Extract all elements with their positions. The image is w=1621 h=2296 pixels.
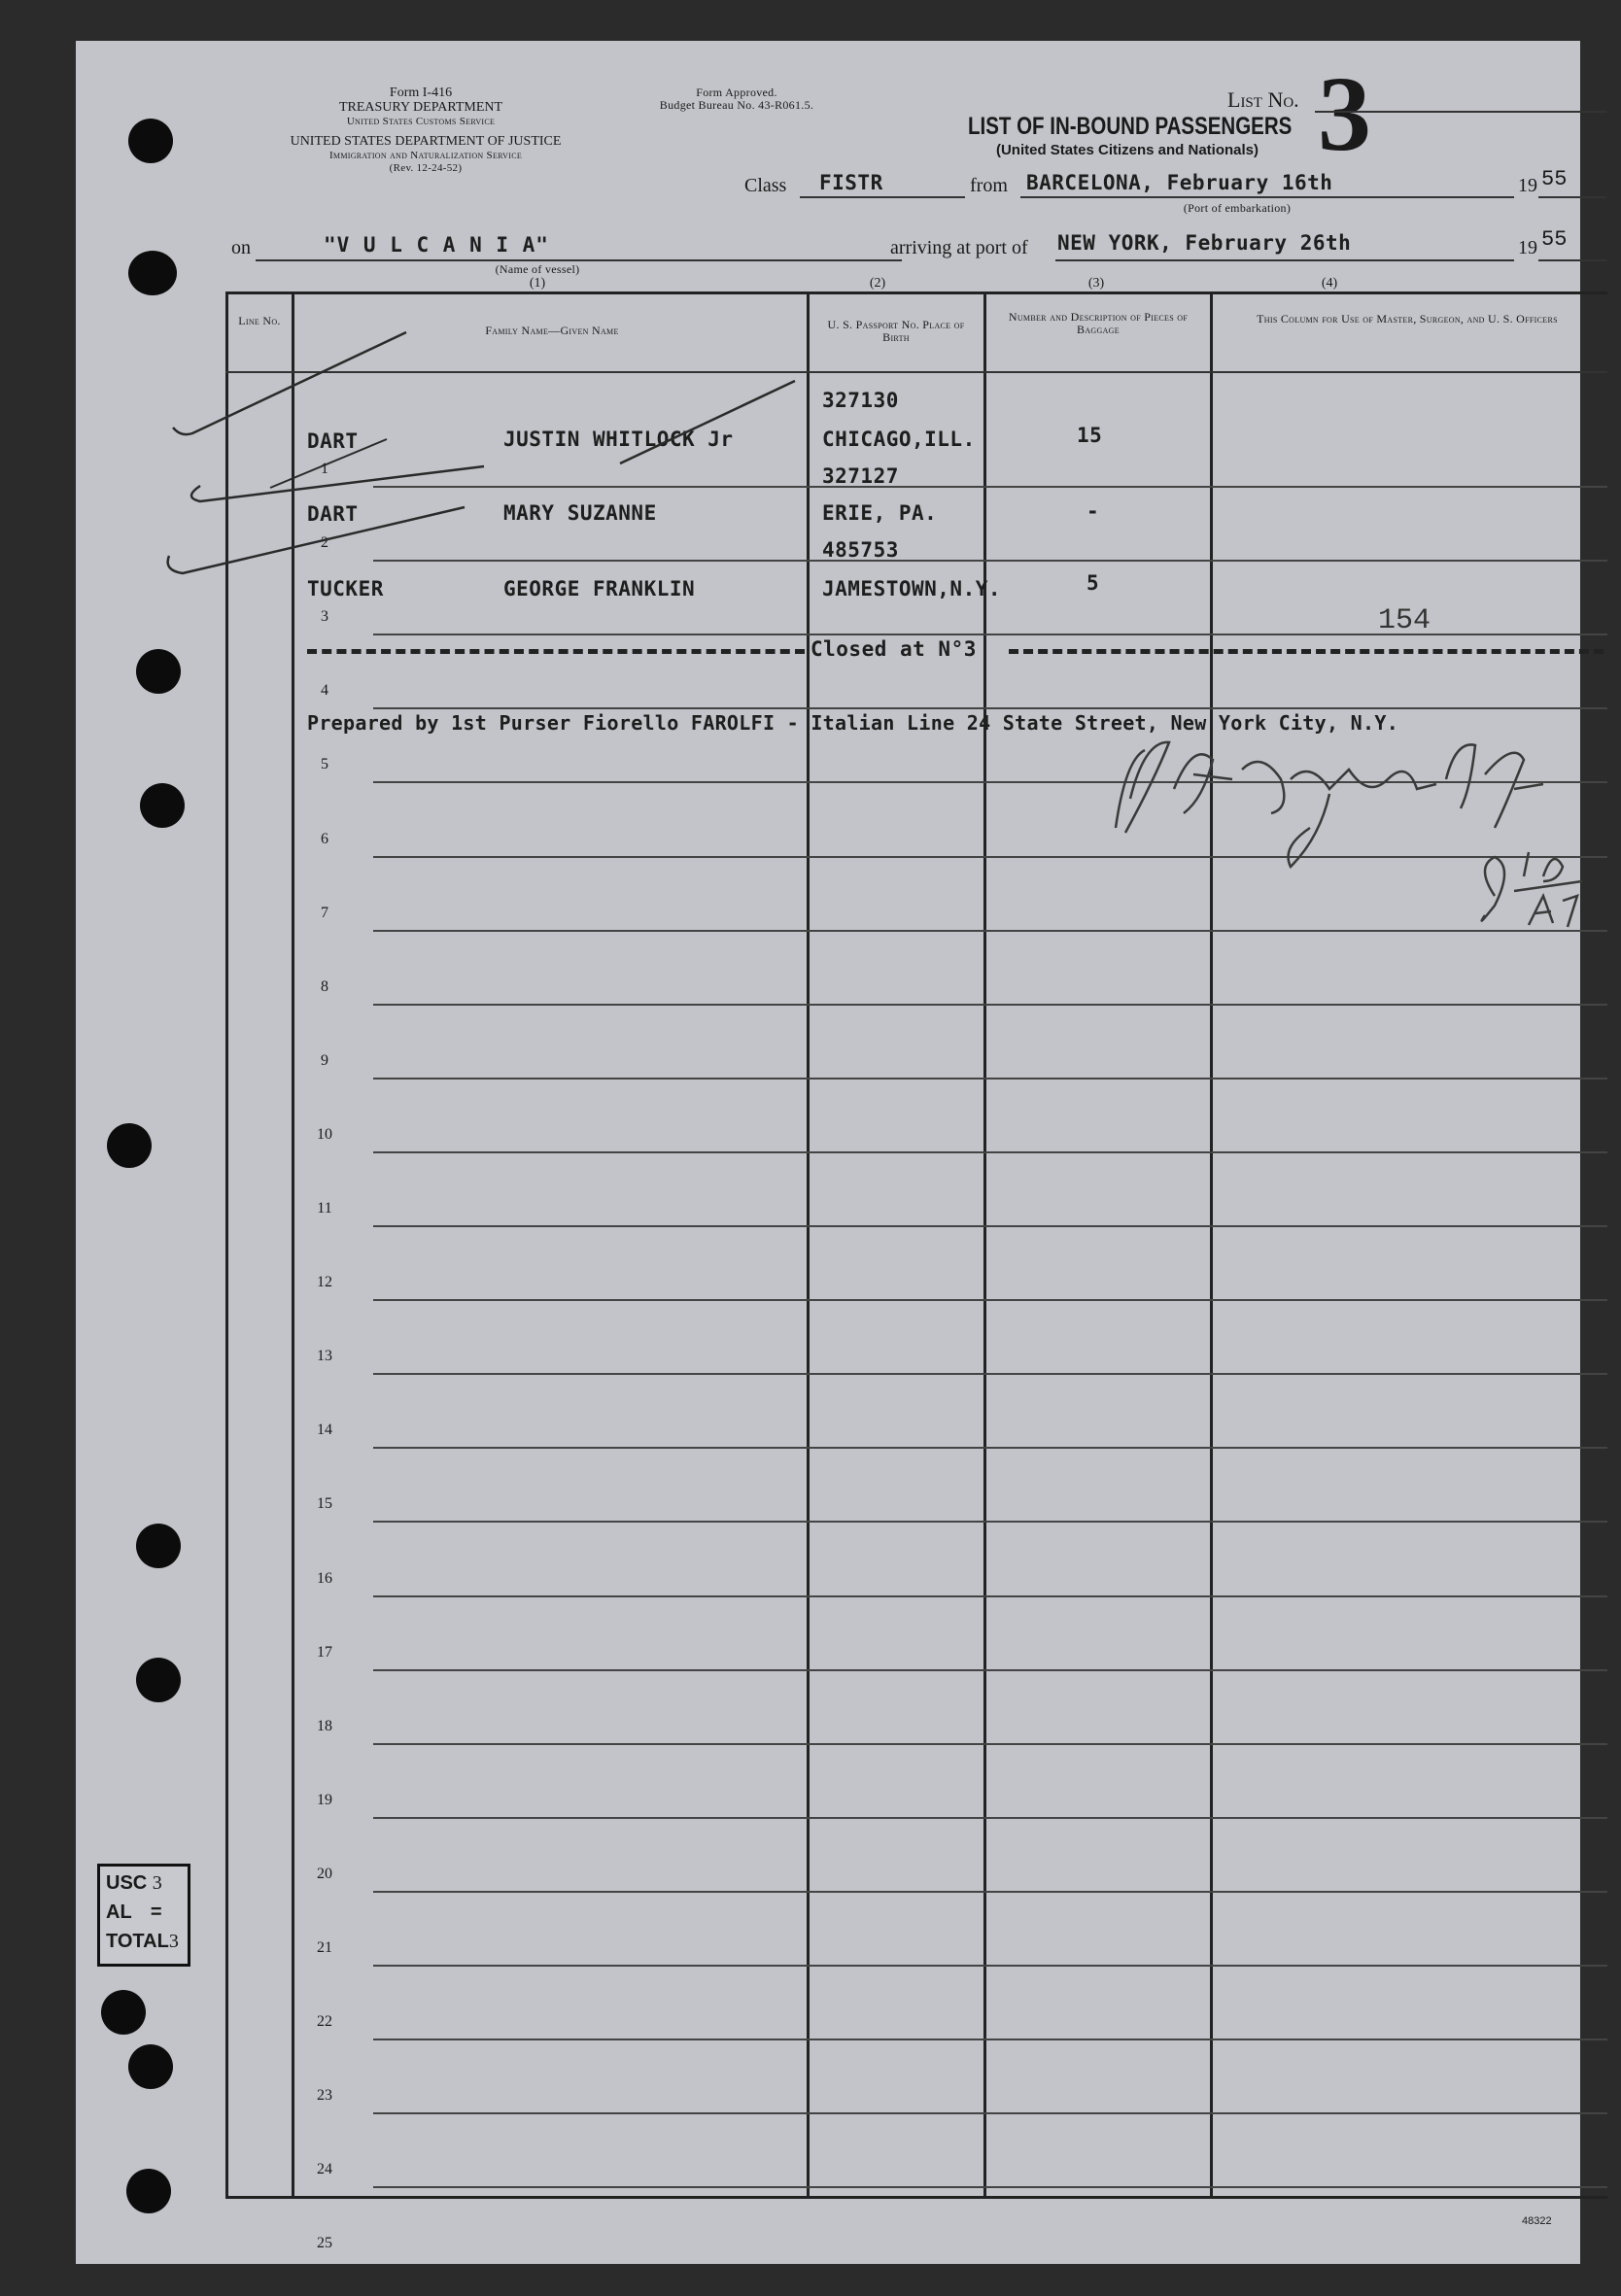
passenger-baggage: -	[1086, 499, 1100, 523]
from-value: BARCELONA, February 16th	[1026, 171, 1333, 194]
tally-usc-value: 3	[152, 1872, 162, 1894]
col-header-line-no: Line No.	[238, 314, 281, 327]
arrival-value: NEW YORK, February 26th	[1057, 231, 1352, 255]
row-rule	[373, 1225, 1607, 1227]
immigration-label: Immigration and Naturalization Service	[328, 150, 523, 161]
row-rule	[373, 1817, 1607, 1819]
col-number-4: (4)	[1321, 276, 1338, 291]
row-rule	[373, 1521, 1607, 1523]
on-label: on	[231, 237, 251, 258]
row-rule	[373, 1965, 1607, 1967]
line-number: 6	[321, 830, 328, 847]
passenger-family: TUCKER	[307, 577, 384, 600]
from-year-prefix: 19	[1518, 175, 1537, 196]
line-number: 15	[317, 1495, 332, 1513]
manifest-sheet	[76, 41, 1580, 2264]
row-rule	[373, 1151, 1607, 1153]
port-caption: (Port of embarkation)	[1183, 201, 1292, 215]
passenger-birthplace: CHICAGO,ILL.	[822, 428, 976, 451]
row-rule	[373, 1004, 1607, 1006]
line-number: 14	[317, 1422, 332, 1439]
binder-hole	[128, 119, 173, 163]
binder-hole	[136, 1658, 181, 1702]
line-number: 12	[317, 1274, 332, 1291]
row-rule	[373, 2186, 1607, 2188]
row-rule	[373, 1891, 1607, 1893]
stamp-number: 154	[1378, 604, 1431, 637]
tally-al-label: AL	[106, 1902, 132, 1923]
row-rule	[373, 1299, 1607, 1301]
vessel-name: "V U L C A N I A"	[324, 233, 549, 257]
tally-total-label: TOTAL	[106, 1931, 169, 1952]
arrival-year: 55	[1541, 227, 1568, 252]
line-number: 9	[321, 1051, 328, 1069]
treasury-label: TREASURY DEPARTMENT	[338, 100, 503, 115]
vessel-caption: (Name of vessel)	[495, 262, 580, 276]
class-value: FISTR	[819, 171, 883, 194]
col-header-baggage: Number and Description of Pieces of Baggage	[1008, 310, 1189, 336]
passenger-birthplace: ERIE, PA.	[822, 501, 938, 525]
line-number: 3	[321, 608, 328, 626]
line-number: 25	[317, 2235, 332, 2252]
passenger-given: JUSTIN WHITLOCK Jr	[503, 428, 734, 451]
line-number: 23	[317, 2087, 332, 2105]
list-no-label: List No.	[1227, 87, 1299, 112]
line-number: 16	[317, 1569, 332, 1587]
row-rule	[373, 1078, 1607, 1079]
passenger-passport: 485753	[822, 538, 899, 562]
closed-at-note: Closed at N°3	[810, 637, 977, 661]
list-number: 3	[1318, 54, 1371, 173]
form-number: Form I-416	[389, 86, 453, 100]
passenger-given: GEORGE FRANKLIN	[503, 577, 696, 600]
binder-hole	[140, 783, 185, 828]
row-rule	[373, 1595, 1607, 1597]
binder-hole	[107, 1123, 152, 1168]
binder-hole	[128, 2044, 173, 2089]
line-number: 20	[317, 1865, 332, 1882]
line-number: 1	[321, 461, 328, 477]
handwritten-signature	[1086, 721, 1592, 944]
line-number: 4	[321, 682, 328, 700]
row-rule	[373, 1669, 1607, 1671]
line-number: 13	[317, 1348, 332, 1365]
prepared-by-note: Prepared by 1st Purser Fiorello FAROLFI - Italian Line 24 State Street, New York City, N.Y.	[307, 711, 1399, 735]
tally-al	[106, 1902, 162, 1924]
tally-stamp	[97, 1864, 190, 1967]
from-label: from	[970, 175, 1008, 196]
col-number-1: (1)	[529, 276, 546, 291]
tally-usc	[106, 1872, 162, 1895]
passenger-family: DART	[307, 429, 359, 453]
line-number: 7	[321, 904, 328, 921]
form-approved: Form Approved.	[696, 86, 777, 99]
passenger-passport: 327127	[822, 464, 899, 488]
passenger-baggage: 15	[1077, 424, 1103, 447]
binder-hole	[128, 251, 177, 295]
col-header-officers: This Column for Use of Master, Surgeon, and U. S. Officers	[1257, 312, 1558, 326]
line-number: 24	[317, 2161, 332, 2178]
row-rule	[373, 2112, 1607, 2114]
tally-total	[106, 1931, 179, 1953]
document-title: LIST OF IN-BOUND PASSENGERS	[968, 113, 1293, 140]
line-number: 18	[317, 1717, 332, 1734]
col-number-2: (2)	[869, 276, 886, 291]
tally-total-value: 3	[168, 1931, 179, 1952]
line-number: 21	[317, 1939, 332, 1956]
line-number: 19	[317, 1791, 332, 1808]
line-number: 10	[317, 1125, 332, 1143]
justice-label: UNITED STATES DEPARTMENT OF JUSTICE	[290, 134, 562, 149]
line-number: 8	[321, 977, 328, 995]
document-subtitle: (United States Citizens and Nationals)	[995, 142, 1259, 158]
passenger-family: DART	[307, 502, 359, 526]
arrival-year-prefix: 19	[1518, 237, 1537, 258]
class-label: Class	[744, 175, 787, 196]
row-rule	[373, 1743, 1607, 1745]
binder-hole	[136, 1524, 181, 1568]
binder-hole	[136, 649, 181, 694]
row-rule	[373, 1373, 1607, 1375]
line-number: 2	[321, 534, 328, 552]
line-number: 17	[317, 1643, 332, 1661]
col-header-name: Family Name—Given Name	[485, 324, 619, 337]
passenger-given: MARY SUZANNE	[503, 501, 657, 525]
binder-hole	[126, 2169, 171, 2213]
col-number-3: (3)	[1087, 276, 1105, 291]
col-header-passport: U. S. Passport No. Place of Birth	[827, 318, 965, 344]
tally-usc-label: USC	[106, 1872, 148, 1894]
passenger-birthplace: JAMESTOWN,N.Y.	[822, 577, 1002, 600]
tally-al-value: =	[150, 1902, 162, 1923]
line-number: 11	[317, 1200, 332, 1217]
table-bottom-border	[225, 2196, 1607, 2199]
line-number: 5	[321, 756, 328, 773]
passenger-passport: 327130	[822, 389, 899, 412]
arriving-label: arriving at port of	[890, 237, 1028, 258]
line-number: 22	[317, 2013, 332, 2031]
from-year: 55	[1541, 167, 1568, 191]
binder-hole	[101, 1990, 146, 2035]
passenger-baggage: 5	[1086, 571, 1100, 595]
row-rule	[373, 1447, 1607, 1449]
print-code: 48322	[1522, 2215, 1552, 2227]
row-rule	[373, 2039, 1607, 2040]
budget-bureau: Budget Bureau No. 43-R061.5.	[659, 98, 814, 112]
customs-label: United States Customs Service	[346, 116, 496, 127]
revision-label: (Rev. 12-24-52)	[389, 162, 463, 174]
